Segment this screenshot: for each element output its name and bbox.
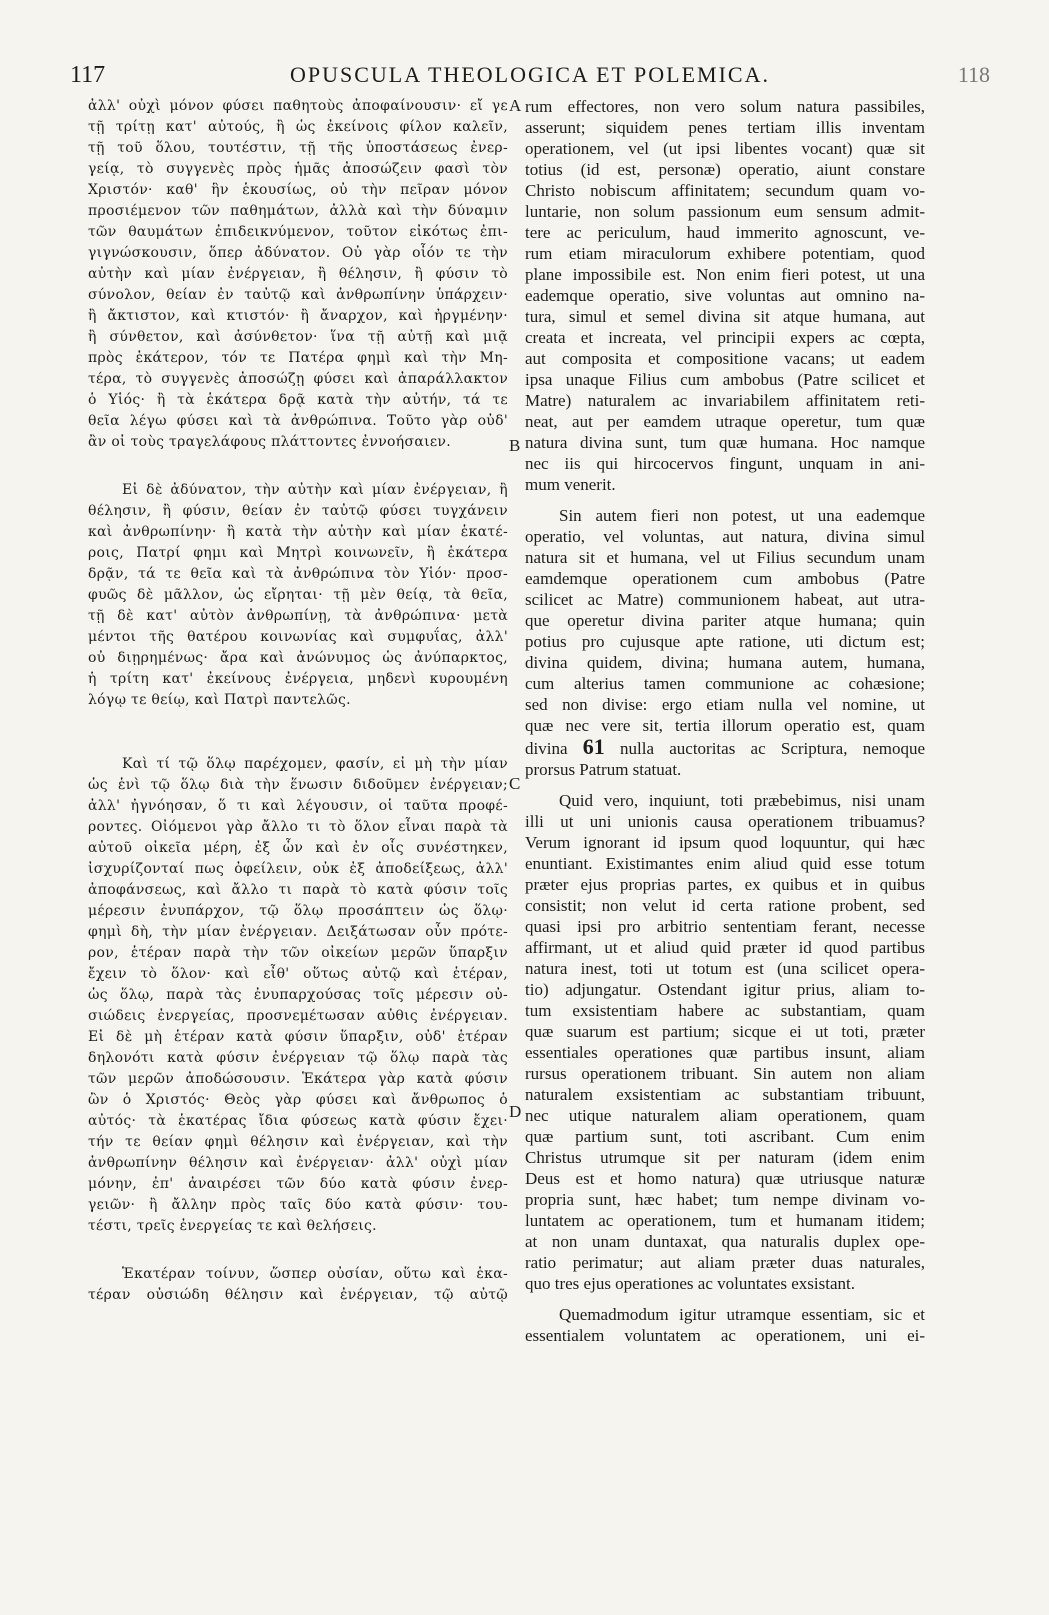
text-line: luntatem ac operationem, tum et humanam itidem; (525, 1211, 925, 1230)
margin-marker-c: C (509, 774, 521, 793)
latin-paragraph-2 (525, 505, 925, 736)
text-line: γιγνώσκουσιν, ὅπερ ἀδύνατον. Οὐ γὰρ οἷόν τε τὴν (88, 245, 508, 261)
text-line: tura, simul et semel divina sit atque humana, aut (525, 307, 925, 326)
text-line: Quemadmodum igitur utramque essentiam, sic et (559, 1305, 925, 1324)
text-line: operatio, vel voluntas, aut natura, divina simul (525, 527, 925, 546)
text-line: θέλησιν, ἢ φύσιν, θείαν ἐν ταὐτῷ φύσει τυγχάνειν (88, 503, 508, 519)
latin-line: prorsus Patrum statuat. (525, 760, 682, 779)
text-line: ἀλλ' ἠγνόησαν, ὅ τι καὶ λέγουσιν, οἱ ταῦτα προφέ- (88, 798, 508, 814)
text-line: natura sit et humana, vel ut Filius secundum unam (525, 548, 925, 567)
text-line: enuntiant. Existimantes enim aliud quid esse totum (525, 854, 925, 873)
text-line: potius pro cujusque apte ratione, uti dictum est; (525, 632, 925, 651)
text-line: rursus operationem tribuant. Sin autem non aliam (525, 1064, 925, 1083)
text-line: γείᾳ, τὸ συγγενὲς πρὸς ἡμᾶς ἀποσώζειν φασὶ τὸν (88, 161, 508, 177)
text-line: ρον, ἑτέραν παρὰ τὴν τῶν οἰκείων μερῶν ὕπαρξιν (88, 945, 508, 961)
text-line: Εἰ δὲ μὴ ἑτέραν κατὰ φύσιν ὕπαρξιν, οὐδ' ἑτέραν (88, 1029, 508, 1045)
text-line: Christo nobiscum affinitatem; secundum quam vo- (525, 181, 925, 200)
text-line: ratio perimatur; aut aliam præter duas naturales, (525, 1253, 925, 1272)
text-line: propria sunt, hæc habet; tum nempe divinam vo- (525, 1190, 925, 1209)
text-line: Καὶ τί τῷ ὅλῳ παρέχομεν, φασίν, εἰ μὴ τὴν μίαν (122, 756, 508, 772)
text-line: essentiales operationes quæ partibus insunt, aliam (525, 1043, 925, 1062)
text-line: τῶν μερῶν ἀποδώσουσιν. Ἑκάτερα γὰρ κατὰ φύσιν (88, 1071, 508, 1087)
text-line: τήν τε θείαν φημὶ θέλησιν καὶ ἐνέργειαν, καὶ τὴν (88, 1134, 508, 1150)
text-line: τέραν οὐσιώδη θέλησιν καὶ ἐνέργειαν, τῷ αὐτῷ (88, 1287, 508, 1303)
text-line: cum alterius tamen communione ac cohæsione; (525, 674, 925, 693)
text-line: ὡς ἑνὶ τῷ ὅλῳ διὰ τὴν ἕνωσιν διδοῦμεν ἐνέργειαν; (88, 777, 508, 793)
running-title: OPUSCULA THEOLOGICA ET POLEMICA. (290, 62, 770, 87)
text-line: ἀνθρωπίνην θέλησιν καὶ ἐνέργειαν· ἀλλ' οὐχὶ μίαν (88, 1155, 508, 1171)
text-line: θεῖα λέγω φύσει καὶ τὰ ἀνθρώπινα. Τοῦτο γὰρ οὐδ' (88, 413, 508, 429)
text-line: Matre) naturalem ac invariabilem affinitatem reti- (525, 391, 925, 410)
text-line: aut composita et compositione vacans; ut eadem (525, 349, 925, 368)
text-line: Εἰ δὲ ἀδύνατον, τὴν αὐτὴν καὶ μίαν ἐνέργειαν, ἢ (122, 482, 508, 498)
text-line: τῇ τοῦ ὅλου, τουτέστιν, τῇ τῆς ὑποστάσεως ἐνερ- (88, 140, 508, 156)
text-line: ipsa unaque Filius cum ambobus (Patre scilicet et (525, 370, 925, 389)
text-line: δρᾷν, τά τε θεῖα καὶ τὰ ἀνθρώπινα τὸν Υἱόν· προσ- (88, 566, 508, 582)
text-line: ἔχειν τὸ ὅλον· καὶ εἶθ' οὕτως αὐτῷ καὶ ἑτέραν, (88, 966, 508, 982)
text-line: οὐ διῃρημένως· ἄρα καὶ ἀνώνυμος ὡς ἀνύπαρκτος, (88, 650, 508, 666)
text-line: ἂν οἱ τοὺς τραγελάφους πλάττοντες ἐννοήσαιεν. (88, 434, 451, 450)
text-line: ἰσχυρίζονταί πως ὀφείλειν, οὐκ ἐξ ἀποδείξεως, ἀλλ' (88, 861, 508, 877)
text-line: μέρεσιν ἐνυπάρχον, τῷ ὅλῳ προσάπτειν ὡς ὅλῳ· (88, 903, 508, 919)
text-line: φυῶς δὲ μᾶλλον, ὡς εἴρηται· τῇ μὲν θείᾳ, τὰ θεῖα, (88, 587, 508, 603)
text-line: ὡς ὅλῳ, παρὰ τὰς ἐνυπαρχούσας τοῖς μέρεσιν οὐ- (88, 987, 508, 1003)
text-line: tere ac periculum, haud immerito agnoscunt, ve- (525, 223, 925, 242)
text-line: quæ partium sunt, toti ascribant. Cum enim (525, 1127, 925, 1146)
text-line: λόγῳ τε θείῳ, καὶ Πατρὶ παντελῶς. (88, 692, 351, 708)
margin-marker-b: B (509, 436, 521, 455)
text-line: eademque operatio, sive voluntas aut omnino na- (525, 286, 925, 305)
latin-paragraph-4 (525, 1304, 925, 1346)
text-line: quæ nec vere sit, tertia illorum operatio est, quam (525, 716, 925, 735)
text-line: τῇ τρίτῃ κατ' αὐτούς, ἢ ὡς ἐκείνοις φίλον καλεῖν, (88, 119, 508, 135)
text-line: Deus est et homo natura) quæ utriusque naturæ (525, 1169, 925, 1188)
text-line: Sin autem fieri non potest, ut una eademque (559, 506, 925, 525)
text-line: Ἑκατέραν τοίνυν, ὥσπερ οὐσίαν, οὕτω καὶ ἑκα- (122, 1266, 508, 1282)
text-line: προσιέμενον τῶν παθημάτων, ἀλλὰ καὶ τὴν δύναμιν (88, 203, 508, 219)
text-line: affirmant, ut et aliud quid præter id quod partibus (525, 938, 925, 957)
text-line: mum venerit. (525, 475, 616, 494)
text-line: natura divina sunt, tum quæ humana. Hoc namque (525, 433, 925, 452)
margin-marker-d: D (509, 1102, 522, 1121)
text-line: ἀποφάνσεως, καὶ ἄλλο τι παρὰ τὸ κατὰ φύσιν τοῖς (88, 882, 508, 898)
text-line: tum exsistentiam habere ac substantiam, quam (525, 1001, 925, 1020)
text-line: asserunt; siquidem penes tertiam illis inventam (525, 118, 925, 137)
text-line: scilicet ac Matre) communionem habeat, aut utra- (525, 590, 925, 609)
text-line: ροις, Πατρί φημι καὶ Μητρὶ κοινωνεῖν, ἢ ἑκάτερα (88, 545, 508, 561)
greek-paragraph-2 (88, 480, 508, 711)
text-line: præter ejus proprias partes, ex quibus et in quibus (525, 875, 925, 894)
text-line: ἢ ἄκτιστον, καὶ κτιστόν· ἢ ἄναρχον, καὶ ἠργμένην· (88, 308, 508, 324)
text-line: τῇ δὲ κατ' αὐτὸν ἀνθρωπίνῃ, τὰ ἀνθρώπινα· μετὰ (88, 608, 508, 624)
latin-column (525, 96, 925, 1346)
text-line: ὁ Υἱός· ἢ τὰ ἑκάτερα δρᾷ κατὰ τὴν αὐτήν, τά τε (88, 392, 508, 408)
text-line: creata et increata, vel principii expers ac cœpta, (525, 328, 925, 347)
greek-column (88, 96, 508, 1306)
text-line: μέντοι τῆς θατέρου κοινωνίας καὶ συμφυΐας, ἀλλ' (88, 629, 508, 645)
text-line: Χριστόν· καθ' ἣν ἑκουσίως, οὐ τὴν πεῖραν μόνον (88, 182, 508, 198)
text-line: luntarie, non solum passionum eum sensum admit- (525, 202, 925, 221)
latin-line-with-column-number: divina 61 nulla auctoritas ac Scriptura, nemoque (525, 736, 925, 759)
text-line: quæ suarum est partium; sicque ei ut toti, præter (525, 1022, 925, 1041)
text-line: τῶν θαυμάτων ἐπιδεικνύμενον, τοῦτον εἰκότως ἐπι- (88, 224, 508, 240)
text-line: at non unam duntaxat, qua naturalis duplex ope- (525, 1232, 925, 1251)
text-line: rum etiam miraculorum exhibere potentiam, quod (525, 244, 925, 263)
greek-paragraph-3 (88, 754, 508, 1237)
text-line: αὐτοῦ οἰκεῖα μέρη, ἐξ ὧν καὶ ἐν οἷς συνέστηκεν, (88, 840, 508, 856)
text-line: ἀλλ' οὐχὶ μόνον φύσει παθητοὺς ἀποφαίνουσιν· εἴ γε (88, 98, 508, 114)
text-line: divina quidem, divina; humana autem, humana, (525, 653, 925, 672)
text-line: rum effectores, non vero solum natura passibiles, (525, 97, 925, 116)
text-line: γειῶν· ἢ ἄλλην πρὸς ταῖς δύο κατὰ φύσιν· του- (88, 1197, 508, 1213)
text-line: nec iis qui hircocervos fingunt, unquam in ani- (525, 454, 925, 473)
text-line: nec utique naturalem aliam operationem, quam (525, 1106, 925, 1125)
text-line: ὢν ὁ Χριστός· Θεὸς γὰρ φύσει καὶ ἄνθρωπος ὁ (88, 1092, 508, 1108)
text-line: πρὸς ἑκάτερον, τόν τε Πατέρα φημὶ καὶ τὴν Μη- (88, 350, 508, 366)
text-line: neat, aut per eamdem utraque operetur, tum quæ (525, 412, 925, 431)
text-line: σιώδεις ἐνεργείας, προσνεμέτωσαν αὐθις ἐνέργειαν. (88, 1008, 508, 1024)
text-line: sed non divise: ergo etiam nulla vel nomine, ut (525, 695, 925, 714)
column-number: 61 (582, 736, 605, 759)
text-line: ἢ σύνθετον, καὶ ἀσύνθετον· ἵνα τῇ αὐτῇ καὶ μιᾷ (88, 329, 508, 345)
text-line: eamdemque operationem cum ambobus (Patre (525, 569, 925, 588)
running-header (70, 62, 990, 92)
text-line: quo tres ejus operationes ac voluntates exsistant. (525, 1274, 855, 1293)
text-line: ροντες. Οἰόμενοι γὰρ ἄλλο τι τὸ ὅλον εἶναι παρὰ τὰ (88, 819, 508, 835)
latin-paragraph-1 (525, 96, 925, 495)
greek-paragraph-1 (88, 96, 508, 453)
text-line: φημὶ δὴ, τὴν μίαν ἐνέργειαν. Δειξάτωσαν οὖν πρότε- (88, 924, 508, 940)
text-line: Verum ignorant id ipsum quod loquuntur, qui hæc (525, 833, 925, 852)
margin-marker-a: A (509, 96, 522, 115)
text-line: naturalem exsistentiam ac substantiam tribuunt, (525, 1085, 925, 1104)
text-line: Christus utrumque sit per naturam (idem enim (525, 1148, 925, 1167)
text-line: quasi ipsi pro arbitrio sententiam ferant, necesse (525, 917, 925, 936)
text-line: illi ut uni unionis causa operationem tribuamus? (525, 812, 925, 831)
text-line: operationem, vel (ut ipsi libentes vocant) quæ sit (525, 139, 925, 158)
text-line: essentialem voluntatem ac operationem, uni ei- (525, 1326, 925, 1345)
text-line: plane impossibile est. Non enim fieri potest, ut una (525, 265, 925, 284)
text-line: αὐτὴν καὶ μίαν ἐνέργειαν, ἢ θέλησιν, ἢ φύσιν τὸ (88, 266, 508, 282)
text-line: Quid vero, inquiunt, toti præbebimus, nisi unam (559, 791, 925, 810)
page-number-left: 117 (70, 62, 106, 88)
text-line: αὐτός· τὰ ἑκατέρας ἴδια φύσεως κατὰ φύσιν ἔχει· (88, 1113, 508, 1129)
text-line: tio) adjungatur. Ostendant igitur prius, aliam to- (525, 980, 925, 999)
text-line: natura inest, toti ut totum est (una scilicet opera- (525, 959, 925, 978)
text-line: que operetur divina pariter atque humana; quin (525, 611, 925, 630)
greek-paragraph-4 (88, 1264, 508, 1306)
text-line: τέστι, τρεῖς ἐνεργείας τε καὶ θελήσεις. (88, 1218, 377, 1234)
text-line: τέρα, τὸ συγγενὲς ἀποσώζῃ φύσει καὶ ἀπαράλλακτον (88, 371, 508, 387)
text-line: δηλονότι κατὰ φύσιν ἐνέργειαν τῷ ὅλῳ παρὰ τὰς (88, 1050, 508, 1066)
text-line: ἡ τρίτη κατ' ἐκείνους ἐνέργεια, μηδενὶ κυρουμένη (88, 671, 508, 687)
page-number-right: 118 (957, 62, 990, 87)
text-line: totius (id est, personæ) operatio, aiunt constare (525, 160, 925, 179)
text-line: consistit; non velut id certa ratione probent, sed (525, 896, 925, 915)
latin-paragraph-3 (525, 790, 925, 1294)
text-line: μόνην, ἐπ' ἀναιρέσει τῶν δύο κατὰ φύσιν ἐνερ- (88, 1176, 508, 1192)
text-line: σύνολον, θείαν ἐν ταὐτῷ καὶ ἀνθρωπίνην ὑπάρχειν· (88, 287, 508, 303)
text-line: καὶ ἀνθρωπίνην· ἢ κατὰ τὴν αὐτὴν καὶ μίαν ἑκατέ- (88, 524, 508, 540)
